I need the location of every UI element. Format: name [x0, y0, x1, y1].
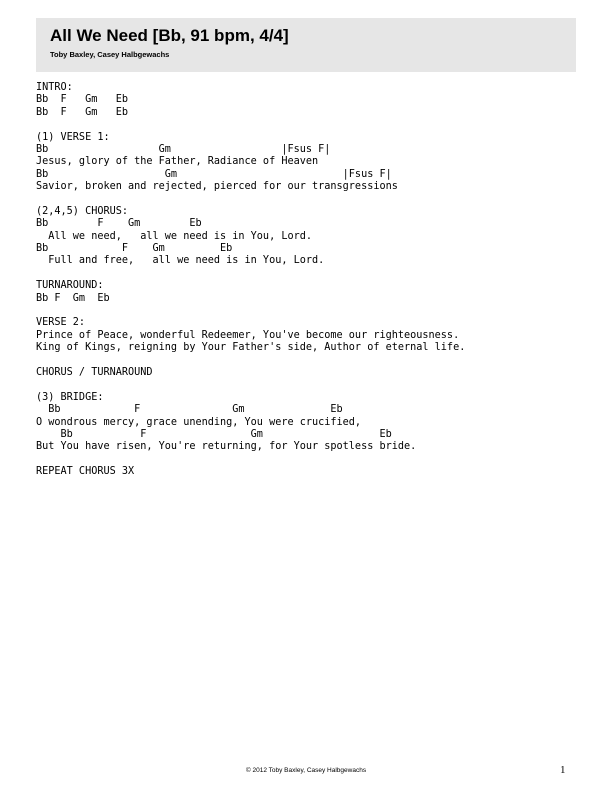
lyric-line: O wondrous mercy, grace unending, You were crucified, [36, 416, 362, 428]
section-label: REPEAT CHORUS 3X [36, 466, 135, 478]
chord-line: Bb Gm |Fsus F| [36, 168, 392, 180]
song-title: All We Need [Bb, 91 bpm, 4/4] [50, 26, 289, 45]
section-verse-2 [36, 317, 576, 354]
section-chorus [36, 206, 576, 268]
chord-line: Bb F Gm Eb [36, 428, 392, 440]
page-number: 1 [560, 764, 566, 776]
section-turnaround [36, 280, 576, 305]
chord-line: Bb F Gm Eb [36, 106, 129, 118]
section-chorus-turnaround [36, 367, 576, 379]
section-repeat-chorus [36, 466, 576, 478]
chord-line: Bb F Gm Eb [36, 94, 129, 106]
chord-line: Bb Gm |Fsus F| [36, 143, 331, 155]
lyric-line: But You have risen, You're returning, for Your spotless bride. [36, 441, 417, 453]
lyric-line: Savior, broken and rejected, pierced for our transgressions [36, 181, 398, 193]
song-header [36, 18, 576, 72]
song-authors: Toby Baxley, Casey Halbgewachs [50, 50, 170, 59]
lyric-line: Jesus, glory of the Father, Radiance of Heaven [36, 156, 319, 168]
section-label: TURNAROUND: [36, 280, 104, 292]
chord-sheet [36, 82, 576, 491]
section-intro [36, 82, 576, 119]
section-label: VERSE 2: [36, 317, 86, 329]
section-verse-1 [36, 132, 576, 194]
chord-line: Bb F Gm Eb [36, 218, 202, 230]
chord-line: Bb F Gm Eb [36, 243, 233, 255]
lyric-line: Prince of Peace, wonderful Redeemer, You've become our righteousness. [36, 329, 460, 341]
section-label: INTRO: [36, 82, 73, 93]
section-label: CHORUS / TURNAROUND [36, 366, 153, 378]
section-label: (1) VERSE 1: [36, 131, 110, 143]
section-bridge [36, 392, 576, 454]
lyric-line: Full and free, all we need is in You, Lord. [36, 255, 325, 267]
lyric-line: All we need, all we need is in You, Lord. [36, 230, 313, 242]
section-label: (2,4,5) CHORUS: [36, 205, 129, 217]
section-label: (3) BRIDGE: [36, 391, 104, 403]
chord-line: Bb F Gm Eb [36, 404, 343, 416]
lyric-line: King of Kings, reigning by Your Father's side, Author of eternal life. [36, 342, 466, 354]
copyright-footer: © 2012 Toby Baxley, Casey Halbgewachs [245, 767, 367, 774]
chord-line: Bb F Gm Eb [36, 292, 110, 304]
